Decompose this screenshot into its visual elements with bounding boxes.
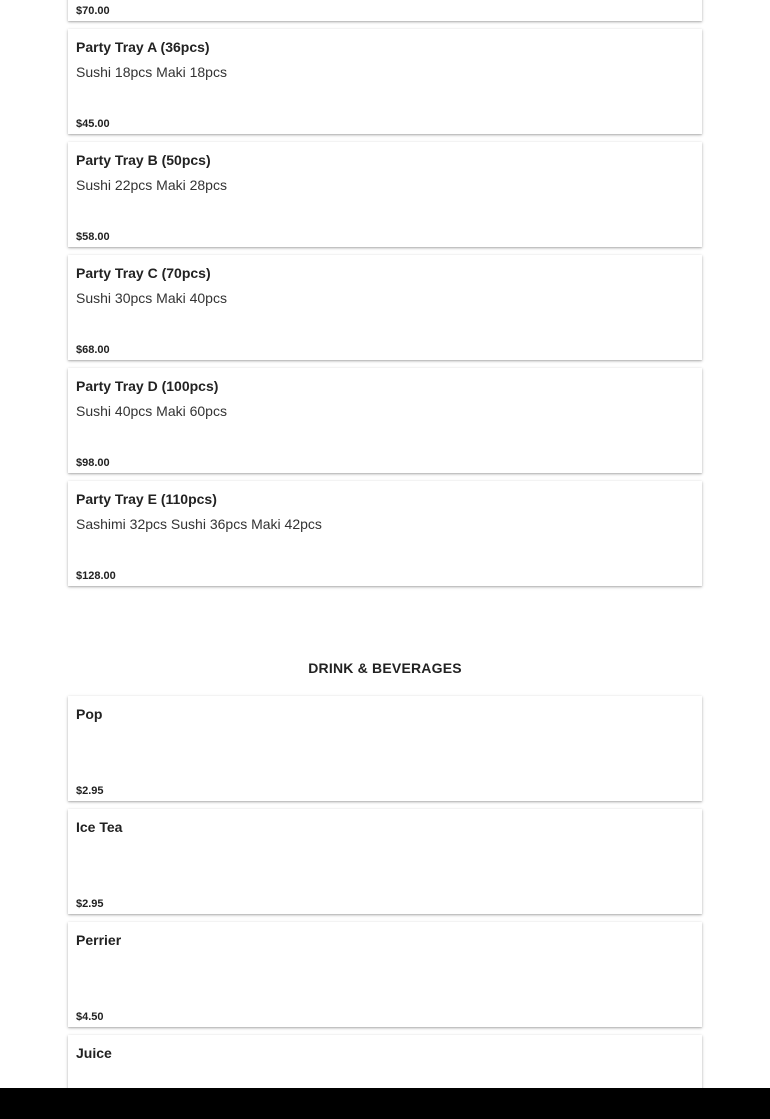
menu-item-description: Sashimi 32pcs Sushi 36pcs Maki 42pcs	[76, 516, 322, 532]
menu-item-card-party-tray-b[interactable]	[68, 142, 702, 247]
menu-item-price: $2.95	[76, 785, 104, 797]
menu-item-card[interactable]	[68, 0, 702, 21]
menu-item-name: Party Tray A (36pcs)	[76, 39, 210, 55]
menu-item-price: $128.00	[76, 570, 116, 582]
menu-item-name: Ice Tea	[76, 819, 123, 835]
menu-item-description: Sushi 40pcs Maki 60pcs	[76, 403, 227, 419]
menu-item-price: $58.00	[76, 231, 110, 243]
menu-item-card-ice-tea[interactable]	[68, 809, 702, 914]
menu-item-card-party-tray-d[interactable]	[68, 368, 702, 473]
menu-item-description: Sushi 22pcs Maki 28pcs	[76, 177, 227, 193]
bottom-bar	[0, 1088, 770, 1119]
menu-item-price: $4.50	[76, 1011, 104, 1023]
menu-item-name: Pop	[76, 706, 103, 722]
menu-item-name: Party Tray C (70pcs)	[76, 265, 211, 281]
menu-item-price: $70.00	[76, 5, 110, 17]
menu-item-price: $98.00	[76, 457, 110, 469]
menu-item-price: $45.00	[76, 118, 110, 130]
menu-item-name: Juice	[76, 1045, 112, 1061]
menu-item-card-party-tray-e[interactable]	[68, 481, 702, 586]
menu-item-name: Party Tray E (110pcs)	[76, 491, 217, 507]
menu-item-price: $68.00	[76, 344, 110, 356]
menu-item-name: Perrier	[76, 932, 122, 948]
menu-item-card-party-tray-a[interactable]	[68, 29, 702, 134]
section-title-drinks: DRINK & BEVERAGES	[308, 660, 462, 676]
menu-item-name: Party Tray D (100pcs)	[76, 378, 219, 394]
menu-item-card-perrier[interactable]	[68, 922, 702, 1027]
menu-item-description: Sushi 18pcs Maki 18pcs	[76, 64, 227, 80]
menu-item-card-pop[interactable]	[68, 696, 702, 801]
menu-item-name: Party Tray B (50pcs)	[76, 152, 211, 168]
menu-item-card-party-tray-c[interactable]	[68, 255, 702, 360]
menu-item-price: $2.95	[76, 898, 104, 910]
menu-item-description: Sushi 30pcs Maki 40pcs	[76, 290, 227, 306]
